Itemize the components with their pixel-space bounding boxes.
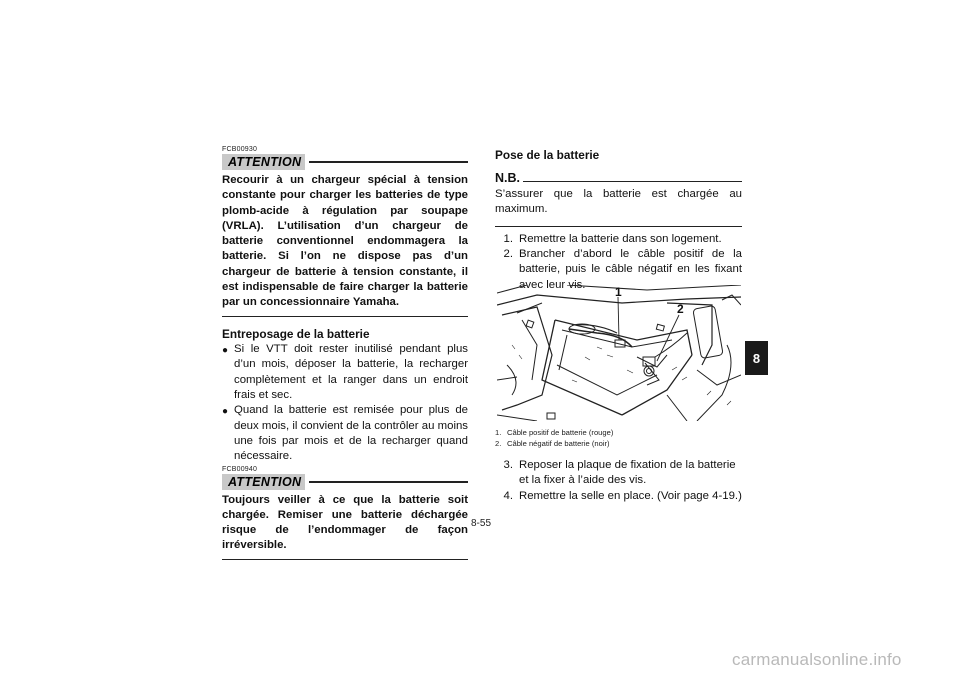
step-number: 1. bbox=[503, 232, 513, 245]
page-number: 8-55 bbox=[470, 518, 491, 529]
attention-header-2 bbox=[222, 474, 468, 490]
nb-end-rule bbox=[495, 226, 742, 227]
caption-number: 1. bbox=[495, 428, 502, 437]
left-column bbox=[222, 146, 468, 560]
nb-text: S’assurer que la batterie est chargée au maximum. bbox=[495, 188, 742, 216]
attention-code-1: FCB00930 bbox=[222, 146, 258, 153]
bullet-text: Quand la batterie est remisée pour plus de deux mois, il convient de la contrôler au moins une fois par mois et de la recharger quand nécessaire. bbox=[234, 404, 468, 463]
storage-bullets bbox=[222, 342, 468, 464]
caption-number: 2. bbox=[495, 439, 502, 448]
step-number: 4. bbox=[503, 489, 513, 502]
attention-header-1 bbox=[222, 154, 468, 170]
attention-code-2: FCB00940 bbox=[222, 465, 258, 473]
step-text: Remettre la selle en place. (Voir page 4-19.) bbox=[519, 489, 742, 502]
steps-bottom bbox=[495, 458, 742, 504]
steps-top bbox=[495, 232, 742, 293]
list-item bbox=[495, 232, 742, 247]
attention-rule-2 bbox=[309, 481, 468, 483]
attention-badge-1: ATTENTION bbox=[222, 154, 305, 170]
list-item bbox=[495, 458, 742, 489]
storage-heading: Entreposage de la batterie bbox=[222, 327, 370, 342]
step-text: Remettre la batterie dans son logement. bbox=[519, 232, 722, 245]
list-item bbox=[495, 489, 742, 504]
step-text: Reposer la plaque de fixation de la batterie et la fixer à l’aide des vis. bbox=[519, 459, 736, 487]
caption-text: Câble positif de batterie (rouge) bbox=[507, 428, 614, 437]
list-item bbox=[222, 342, 468, 403]
attention-rule-1 bbox=[309, 161, 468, 163]
attention-text-1: Recourir à un chargeur spécial à tension constante pour charger les batteries de type plomb-acide à régulation par soupape (VRLA). L’utilisation d’un chargeur de batterie conventionnel endommagera la batterie. Si l’on ne dispose pas d’un chargeur de batterie à tension constante, il est indispensable de faire charger la batterie par un concessionnaire Yamaha. bbox=[222, 174, 468, 309]
right-column bbox=[495, 148, 742, 293]
attention-end-rule-1 bbox=[222, 316, 468, 318]
attention-text-2: Toujours veiller à ce que la batterie soit chargée. Remiser une batterie déchargée risque de l’endommager de façon irréversible. bbox=[222, 493, 468, 552]
step-number: 3. bbox=[503, 459, 513, 471]
battery-drawing bbox=[497, 285, 741, 421]
attention-end-rule-2 bbox=[222, 559, 468, 561]
caption-item bbox=[495, 438, 742, 449]
figure-captions bbox=[495, 427, 742, 449]
bullet-text: Si le VTT doit rester inutilisé pendant plus d’un mois, déposer la batterie, la recharger complètement et la ranger dans un endroit frais et sec. bbox=[234, 343, 468, 402]
callout-1: 1 bbox=[615, 285, 622, 299]
caption-item bbox=[495, 427, 742, 438]
nb-rule bbox=[523, 181, 742, 182]
watermark: carmanualsonline.info bbox=[732, 650, 902, 669]
nb-header bbox=[495, 171, 742, 185]
attention-badge-2: ATTENTION bbox=[222, 474, 305, 490]
bullet-icon: ● bbox=[222, 406, 229, 418]
step-number: 2. bbox=[503, 248, 513, 261]
step-text: Brancher d’abord le câble positif de la batterie, puis le câble négatif en les fixant avec leur vis. bbox=[519, 248, 742, 291]
callout-2: 2 bbox=[677, 302, 684, 316]
bullet-icon: ● bbox=[222, 345, 229, 357]
install-heading: Pose de la batterie bbox=[495, 148, 600, 162]
section-tab: 8 bbox=[745, 341, 768, 375]
list-item bbox=[222, 403, 468, 464]
battery-illustration bbox=[497, 285, 741, 421]
nb-label: N.B. bbox=[495, 171, 520, 185]
caption-text: Câble négatif de batterie (noir) bbox=[507, 439, 610, 448]
